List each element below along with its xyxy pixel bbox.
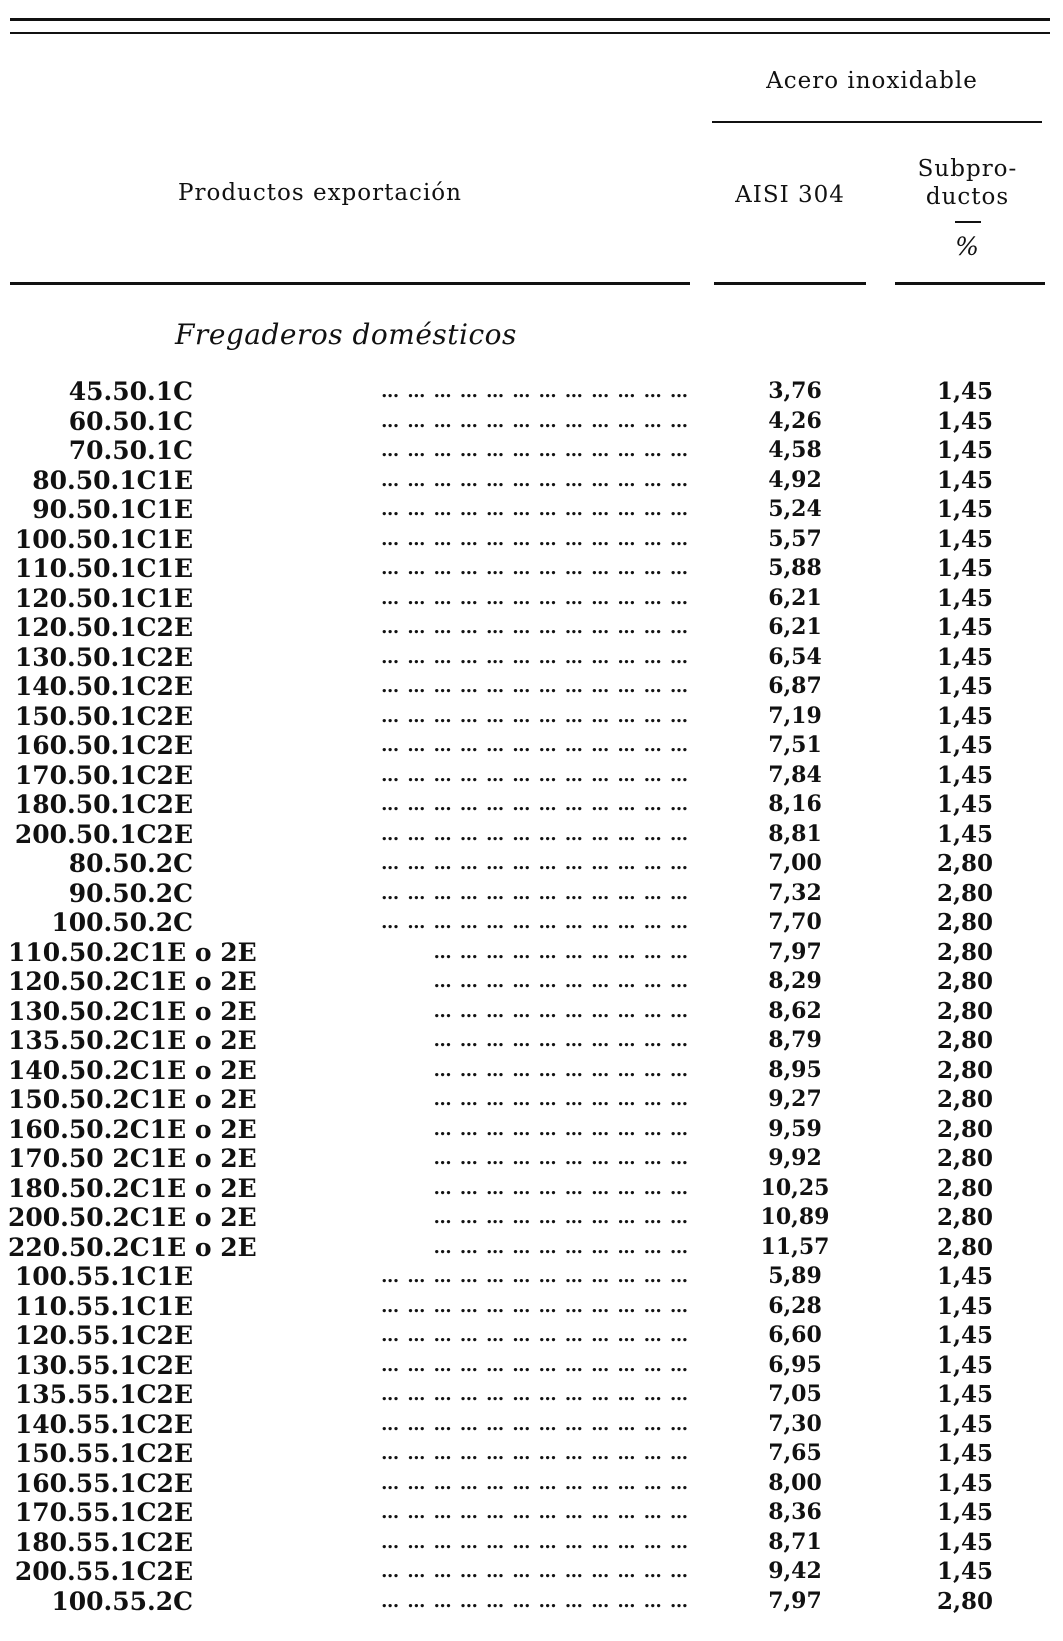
subproductos-value: 1,45 [936,378,994,405]
table-row [0,1351,1063,1381]
table-row [0,938,1063,968]
product-code: 140.50.2C1E o 2E [8,1055,257,1085]
table-row [0,1203,1063,1233]
aisi304-value: 6,95 [768,1351,822,1378]
table-row [0,613,1063,643]
table-row [0,466,1063,496]
aisi-column-header: AISI 304 [735,182,845,208]
table-row [0,1292,1063,1322]
aisi304-value: 6,87 [768,673,822,699]
aisi304-value: 8,71 [768,1528,822,1555]
aisi304-value: 9,92 [768,1145,822,1171]
leader-dots: … … … … … … … … … … … … [381,587,689,609]
product-code: 220.50.2C1E o 2E [8,1232,257,1262]
product-code: 100.55.1C1E [14,1262,193,1291]
table-row [0,377,1063,407]
subproductos-value: 1,45 [936,437,994,464]
aisi304-value: 7,19 [768,702,822,729]
leader-dots: … … … … … … … … … … [433,1030,689,1051]
table-row [0,1469,1063,1499]
leader-dots: … … … … … … … … … … … … [381,1531,689,1553]
subproductos-value: 2,80 [936,1174,994,1202]
subproductos-value: 1,45 [936,1351,994,1379]
table-row [0,761,1063,791]
product-code: 160.50.1C2E [14,731,193,760]
leader-dots: … … … … … … … … … … … … [381,646,689,668]
product-code: 130.50.2C1E o 2E [8,996,257,1026]
table-row [0,1410,1063,1440]
table-row [0,584,1063,614]
leader-dots: … … … … … … … … … … … … [381,440,689,461]
aisi304-value: 4,26 [768,407,822,434]
leader-dots: … … … … … … … … … … [433,941,689,963]
subproductos-value: 1,45 [936,1292,994,1320]
leader-dots: … … … … … … … … … … … … [381,499,689,520]
leader-dots: … … … … … … … … … … … … [381,1354,689,1376]
table-row [0,643,1063,673]
subproductos-value: 1,45 [936,555,994,582]
top-rule-2 [10,32,1050,34]
product-code: 140.55.1C2E [14,1409,193,1439]
aisi304-value: 4,92 [768,466,822,493]
aisi304-value: 10,25 [760,1174,830,1201]
subproductos-value: 1,45 [936,732,994,759]
aisi304-value: 3,76 [768,378,822,404]
table-row [0,1115,1063,1145]
subproductos-value: 2,80 [936,909,994,936]
table-row [0,1144,1063,1174]
product-code: 150.50.1C2E [14,701,193,731]
leader-dots: … … … … … … … … … … [433,1177,689,1199]
table-row [0,1174,1063,1204]
aisi304-value: 8,00 [768,1469,822,1496]
aisi304-value: 7,30 [768,1410,822,1437]
subproductos-value: 2,80 [936,997,994,1025]
table-row [0,1056,1063,1086]
product-code: 130.55.1C2E [14,1350,193,1380]
aisi304-value: 9,27 [768,1086,822,1112]
table-row [0,790,1063,820]
leader-dots: … … … … … … … … … … … … [381,410,689,432]
product-code: 130.50.1C2E [14,642,193,672]
subproductos-value: 2,80 [936,879,994,907]
leader-dots: … … … … … … … … … … … … [381,1266,689,1287]
subproductos-value: 1,45 [936,643,994,671]
table-row [0,820,1063,850]
aisi304-value: 9,42 [768,1558,822,1584]
leader-dots: … … … … … … … … … … [433,971,689,992]
aisi304-value: 8,62 [768,997,822,1024]
leader-dots: … … … … … … … … … … … … [381,1472,689,1494]
aisi304-value: 5,24 [768,496,822,522]
product-code: 110.50.1C1E [14,554,193,583]
aisi304-value: 8,79 [768,1027,822,1053]
product-code: 200.55.1C2E [14,1557,193,1586]
subproductos-value: 1,45 [936,1528,994,1556]
subproductos-value: 1,45 [936,1263,994,1290]
leader-dots: … … … … … … … … … … … … [381,1502,689,1523]
product-code: 100.50.1C1E [14,524,193,554]
leader-dots: … … … … … … … … … … … … [381,617,689,638]
product-code: 100.55.2C [51,1586,193,1616]
subproductos-value: 1,45 [936,702,994,730]
subproductos-value: 2,80 [936,1145,994,1172]
product-table [0,377,1063,1616]
subproductos-value: 1,45 [936,407,994,435]
subproductos-value: 2,80 [936,968,994,995]
leader-dots: … … … … … … … … … … … … [381,528,689,550]
aisi304-value: 8,95 [768,1056,822,1083]
product-code: 100.50.2C [51,908,193,937]
product-code: 120.50.1C1E [14,583,193,613]
table-row [0,672,1063,702]
product-code: 135.55.1C2E [14,1380,193,1409]
aisi304-value: 8,36 [768,1499,822,1525]
subproductos-value: 1,45 [936,761,994,789]
aisi304-value: 8,16 [768,791,822,817]
leader-dots: … … … … … … … … … … [433,1059,689,1081]
leader-dots: … … … … … … … … … … [433,1000,689,1022]
leader-dots: … … … … … … … … … … … … [381,676,689,697]
product-code: 110.50.2C1E o 2E [8,937,257,967]
subproductos-value: 2,80 [936,1056,994,1084]
product-code: 180.55.1C2E [14,1527,193,1557]
subproductos-value: 1,45 [936,1440,994,1467]
table-row [0,967,1063,997]
table-row [0,1262,1063,1292]
leader-dots: … … … … … … … … … … … … [381,1590,689,1612]
leader-dots: … … … … … … … … … … … … [381,735,689,756]
leader-dots: … … … … … … … … … … … … [381,558,689,579]
product-column-header: Productos exportación [178,180,462,206]
leader-dots: … … … … … … … … … … … … [381,853,689,874]
product-code: 200.50.2C1E o 2E [8,1203,257,1232]
group-underline [712,121,1042,123]
aisi304-value: 7,84 [768,761,822,788]
product-code: 120.50.1C2E [14,613,193,642]
subproductos-value: 2,80 [936,1233,994,1261]
leader-dots: … … … … … … … … … … … … [381,794,689,815]
product-code: 70.50.1C [68,436,193,465]
header-rule-aisi [714,282,866,285]
aisi304-value: 10,89 [760,1204,830,1230]
subproductos-dash [955,221,981,223]
aisi304-value: 7,65 [768,1440,822,1466]
leader-dots: … … … … … … … … … … … … [381,381,689,402]
aisi304-value: 6,60 [768,1322,822,1348]
product-code: 110.55.1C1E [14,1291,193,1321]
aisi304-value: 7,00 [768,850,822,876]
product-code: 170.55.1C2E [14,1498,193,1527]
leader-dots: … … … … … … … … … … … … [381,1325,689,1346]
table-row [0,1528,1063,1558]
table-row [0,702,1063,732]
aisi304-value: 5,57 [768,525,822,552]
leader-dots: … … … … … … … … … … … … [381,882,689,904]
table-row [0,1498,1063,1528]
leader-dots: … … … … … … … … … … … … [381,764,689,786]
leader-dots: … … … … … … … … … … … … [381,705,689,727]
subproductos-value: 1,45 [936,614,994,641]
section-title: Fregaderos domésticos [175,318,517,351]
product-code: 160.55.1C2E [14,1468,193,1498]
aisi304-value: 7,05 [768,1381,822,1407]
subproductos-header-line2: ductos [925,184,1010,210]
subproductos-value: 2,80 [936,850,994,877]
leader-dots: … … … … … … … … … … [433,1148,689,1169]
leader-dots: … … … … … … … … … … … … [381,823,689,845]
table-row [0,849,1063,879]
table-row [0,525,1063,555]
product-code: 150.50.2C1E o 2E [8,1085,257,1114]
product-code: 135.50.2C1E o 2E [8,1026,257,1055]
product-code: 60.50.1C [68,406,193,436]
subproductos-value: 2,80 [936,1115,994,1143]
table-row [0,1557,1063,1587]
product-code: 180.50.2C1E o 2E [8,1173,257,1203]
leader-dots: … … … … … … … … … … … … [381,1561,689,1582]
aisi304-value: 6,54 [768,643,822,670]
percent-unit: % [955,232,980,261]
subproductos-value: 2,80 [936,1587,994,1615]
table-row [0,731,1063,761]
aisi304-value: 6,28 [768,1292,822,1319]
aisi304-value: 5,89 [768,1263,822,1289]
leader-dots: … … … … … … … … … … [433,1236,689,1258]
subproductos-value: 1,45 [936,673,994,700]
product-code: 80.50.2C [68,849,193,878]
table-row [0,1085,1063,1115]
table-row [0,554,1063,584]
subproductos-value: 1,45 [936,820,994,848]
product-code: 90.50.1C1E [32,495,193,524]
product-code: 45.50.1C [68,377,193,406]
leader-dots: … … … … … … … … … … … … [381,1384,689,1405]
table-row [0,1587,1063,1617]
subproductos-value: 2,80 [936,1086,994,1113]
product-code: 160.50.2C1E o 2E [8,1114,257,1144]
subproductos-value: 1,45 [936,466,994,494]
aisi304-value: 8,29 [768,968,822,994]
product-code: 120.50.2C1E o 2E [8,967,257,996]
leader-dots: … … … … … … … … … … … … [381,1413,689,1435]
product-code: 200.50.1C2E [14,819,193,849]
aisi304-value: 7,97 [768,1587,822,1614]
table-row [0,407,1063,437]
table-row [0,436,1063,466]
subproductos-value: 2,80 [936,1204,994,1231]
leader-dots: … … … … … … … … … … [433,1118,689,1140]
aisi304-value: 6,21 [768,584,822,611]
aisi304-value: 9,59 [768,1115,822,1142]
aisi304-value: 6,21 [768,614,822,640]
table-row [0,1439,1063,1469]
table-row [0,879,1063,909]
subproductos-value: 1,45 [936,584,994,612]
leader-dots: … … … … … … … … … … … … [381,912,689,933]
aisi304-value: 8,81 [768,820,822,847]
product-code: 120.55.1C2E [14,1321,193,1350]
subproductos-value: 1,45 [936,1558,994,1585]
subproductos-value: 1,45 [936,1499,994,1526]
leader-dots: … … … … … … … … … … … … [381,1295,689,1317]
table-row [0,1233,1063,1263]
aisi304-value: 7,32 [768,879,822,906]
header-rule-products [10,282,690,285]
leader-dots: … … … … … … … … … … … … [381,1443,689,1464]
subproductos-value: 1,45 [936,1410,994,1438]
header-rule-subproductos [895,282,1045,285]
aisi304-value: 11,57 [760,1233,830,1260]
subproductos-value: 1,45 [936,496,994,523]
aisi304-value: 5,88 [768,555,822,581]
subproductos-value: 2,80 [936,1027,994,1054]
aisi304-value: 4,58 [768,437,822,463]
top-rule-1 [10,18,1050,21]
subproductos-value: 2,80 [936,938,994,966]
product-code: 80.50.1C1E [32,465,193,495]
subproductos-value: 1,45 [936,1322,994,1349]
aisi304-value: 7,70 [768,909,822,935]
table-row [0,1321,1063,1351]
product-code: 180.50.1C2E [14,790,193,819]
table-row [0,908,1063,938]
group-title: Acero inoxidable [766,68,978,94]
subproductos-value: 1,45 [936,1381,994,1408]
aisi304-value: 7,51 [768,732,822,758]
leader-dots: … … … … … … … … … … … … [381,469,689,491]
product-code: 90.50.2C [68,878,193,908]
aisi304-value: 7,97 [768,938,822,965]
leader-dots: … … … … … … … … … … [433,1207,689,1228]
subproductos-value: 1,45 [936,525,994,553]
product-code: 150.55.1C2E [14,1439,193,1468]
product-code: 140.50.1C2E [14,672,193,701]
product-code: 170.50 2C1E o 2E [8,1144,257,1173]
table-row [0,997,1063,1027]
table-row [0,495,1063,525]
product-code: 170.50.1C2E [14,760,193,790]
leader-dots: … … … … … … … … … … [433,1089,689,1110]
subproductos-value: 1,45 [936,791,994,818]
subproductos-header-line1: Subpro- [917,156,1018,182]
table-row [0,1380,1063,1410]
table-row [0,1026,1063,1056]
subproductos-value: 1,45 [936,1469,994,1497]
